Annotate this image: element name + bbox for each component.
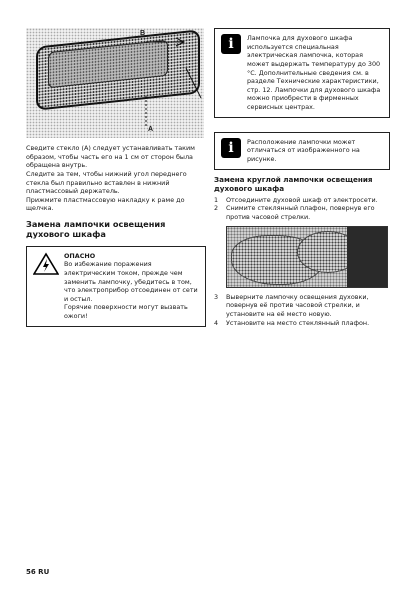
info-note-lamp-type <box>214 28 390 118</box>
warning-title: ОПАСНО <box>64 251 96 260</box>
info-note-lamp-location <box>214 132 390 170</box>
step-text: Выверните лампочку освещения духовки, повернув её против часовой стрелки, и установите на её место новую. <box>226 292 369 318</box>
step-text: Установите на место стеклянный плафон. <box>226 318 370 327</box>
steps-list-a <box>214 196 390 222</box>
step-number: 1 <box>214 195 219 204</box>
paragraph-trim-press: Прижмите пластмассовую накладку к раме до щелчка. <box>26 195 185 213</box>
section-heading-lamp: Замена лампочки освещения духового шкафа <box>26 219 166 240</box>
label-a: A <box>148 126 154 133</box>
note-text: Расположение лампочки может отличаться от изображенного на рисунке. <box>247 137 360 164</box>
step-number: 2 <box>214 204 219 213</box>
warning-text-hot: Горячие поверхности могут вызвать ожоги! <box>64 303 188 321</box>
danger-warning <box>26 246 206 327</box>
right-column <box>214 28 390 327</box>
list-item <box>214 196 390 205</box>
note-text: Лампочка для духового шкафа используется специальная электрическая лампочка, которая может выдержать температуру до 300 °C. Дополнительные сведения см. в разделе Технические характеристики, стр. 12. Лампочки для духового шкафа можно приобрести в фирменных сервисных центрах. <box>247 34 381 112</box>
label-b: B <box>140 30 146 37</box>
oven-door-glass-illustration <box>26 28 204 138</box>
warning-text: Во избежание поражения электрическим током, прежде чем заменить лампочку, убедитесь в том, что электроприбор отсоединен от сети и остыл. <box>64 260 198 303</box>
list-item <box>214 319 390 328</box>
paragraph-glass-corner: Следите за тем, чтобы нижний угол переднего стекла был правильно вставлен в нижний пластмассовый держатель. <box>26 169 187 196</box>
electric-warning-icon <box>33 252 59 321</box>
steps-list-b <box>214 293 390 328</box>
step-number: 3 <box>214 292 219 301</box>
info-icon: i <box>221 34 241 54</box>
step-number: 4 <box>214 318 219 327</box>
step-text: Снимите стеклянный плафон, повернув его против часовой стрелки. <box>226 204 375 221</box>
info-icon: i <box>221 138 241 158</box>
lamp-cover-photo <box>226 226 388 288</box>
step-text: Отсоедините духовой шкаф от электросети. <box>226 195 378 204</box>
page-number: 56 RU <box>26 568 50 576</box>
section-heading-round-lamp: Замена круглой лампочки освещения духового шкафа <box>214 174 373 193</box>
list-item <box>214 204 390 221</box>
pointer-lines <box>26 28 204 138</box>
paragraph-glass-install: Сведите стекло (A) следует устанавливать таким образом, чтобы часть его на 1 см от сторон была обращена внутрь. <box>26 144 195 170</box>
list-item <box>214 293 390 319</box>
left-column <box>26 28 206 327</box>
